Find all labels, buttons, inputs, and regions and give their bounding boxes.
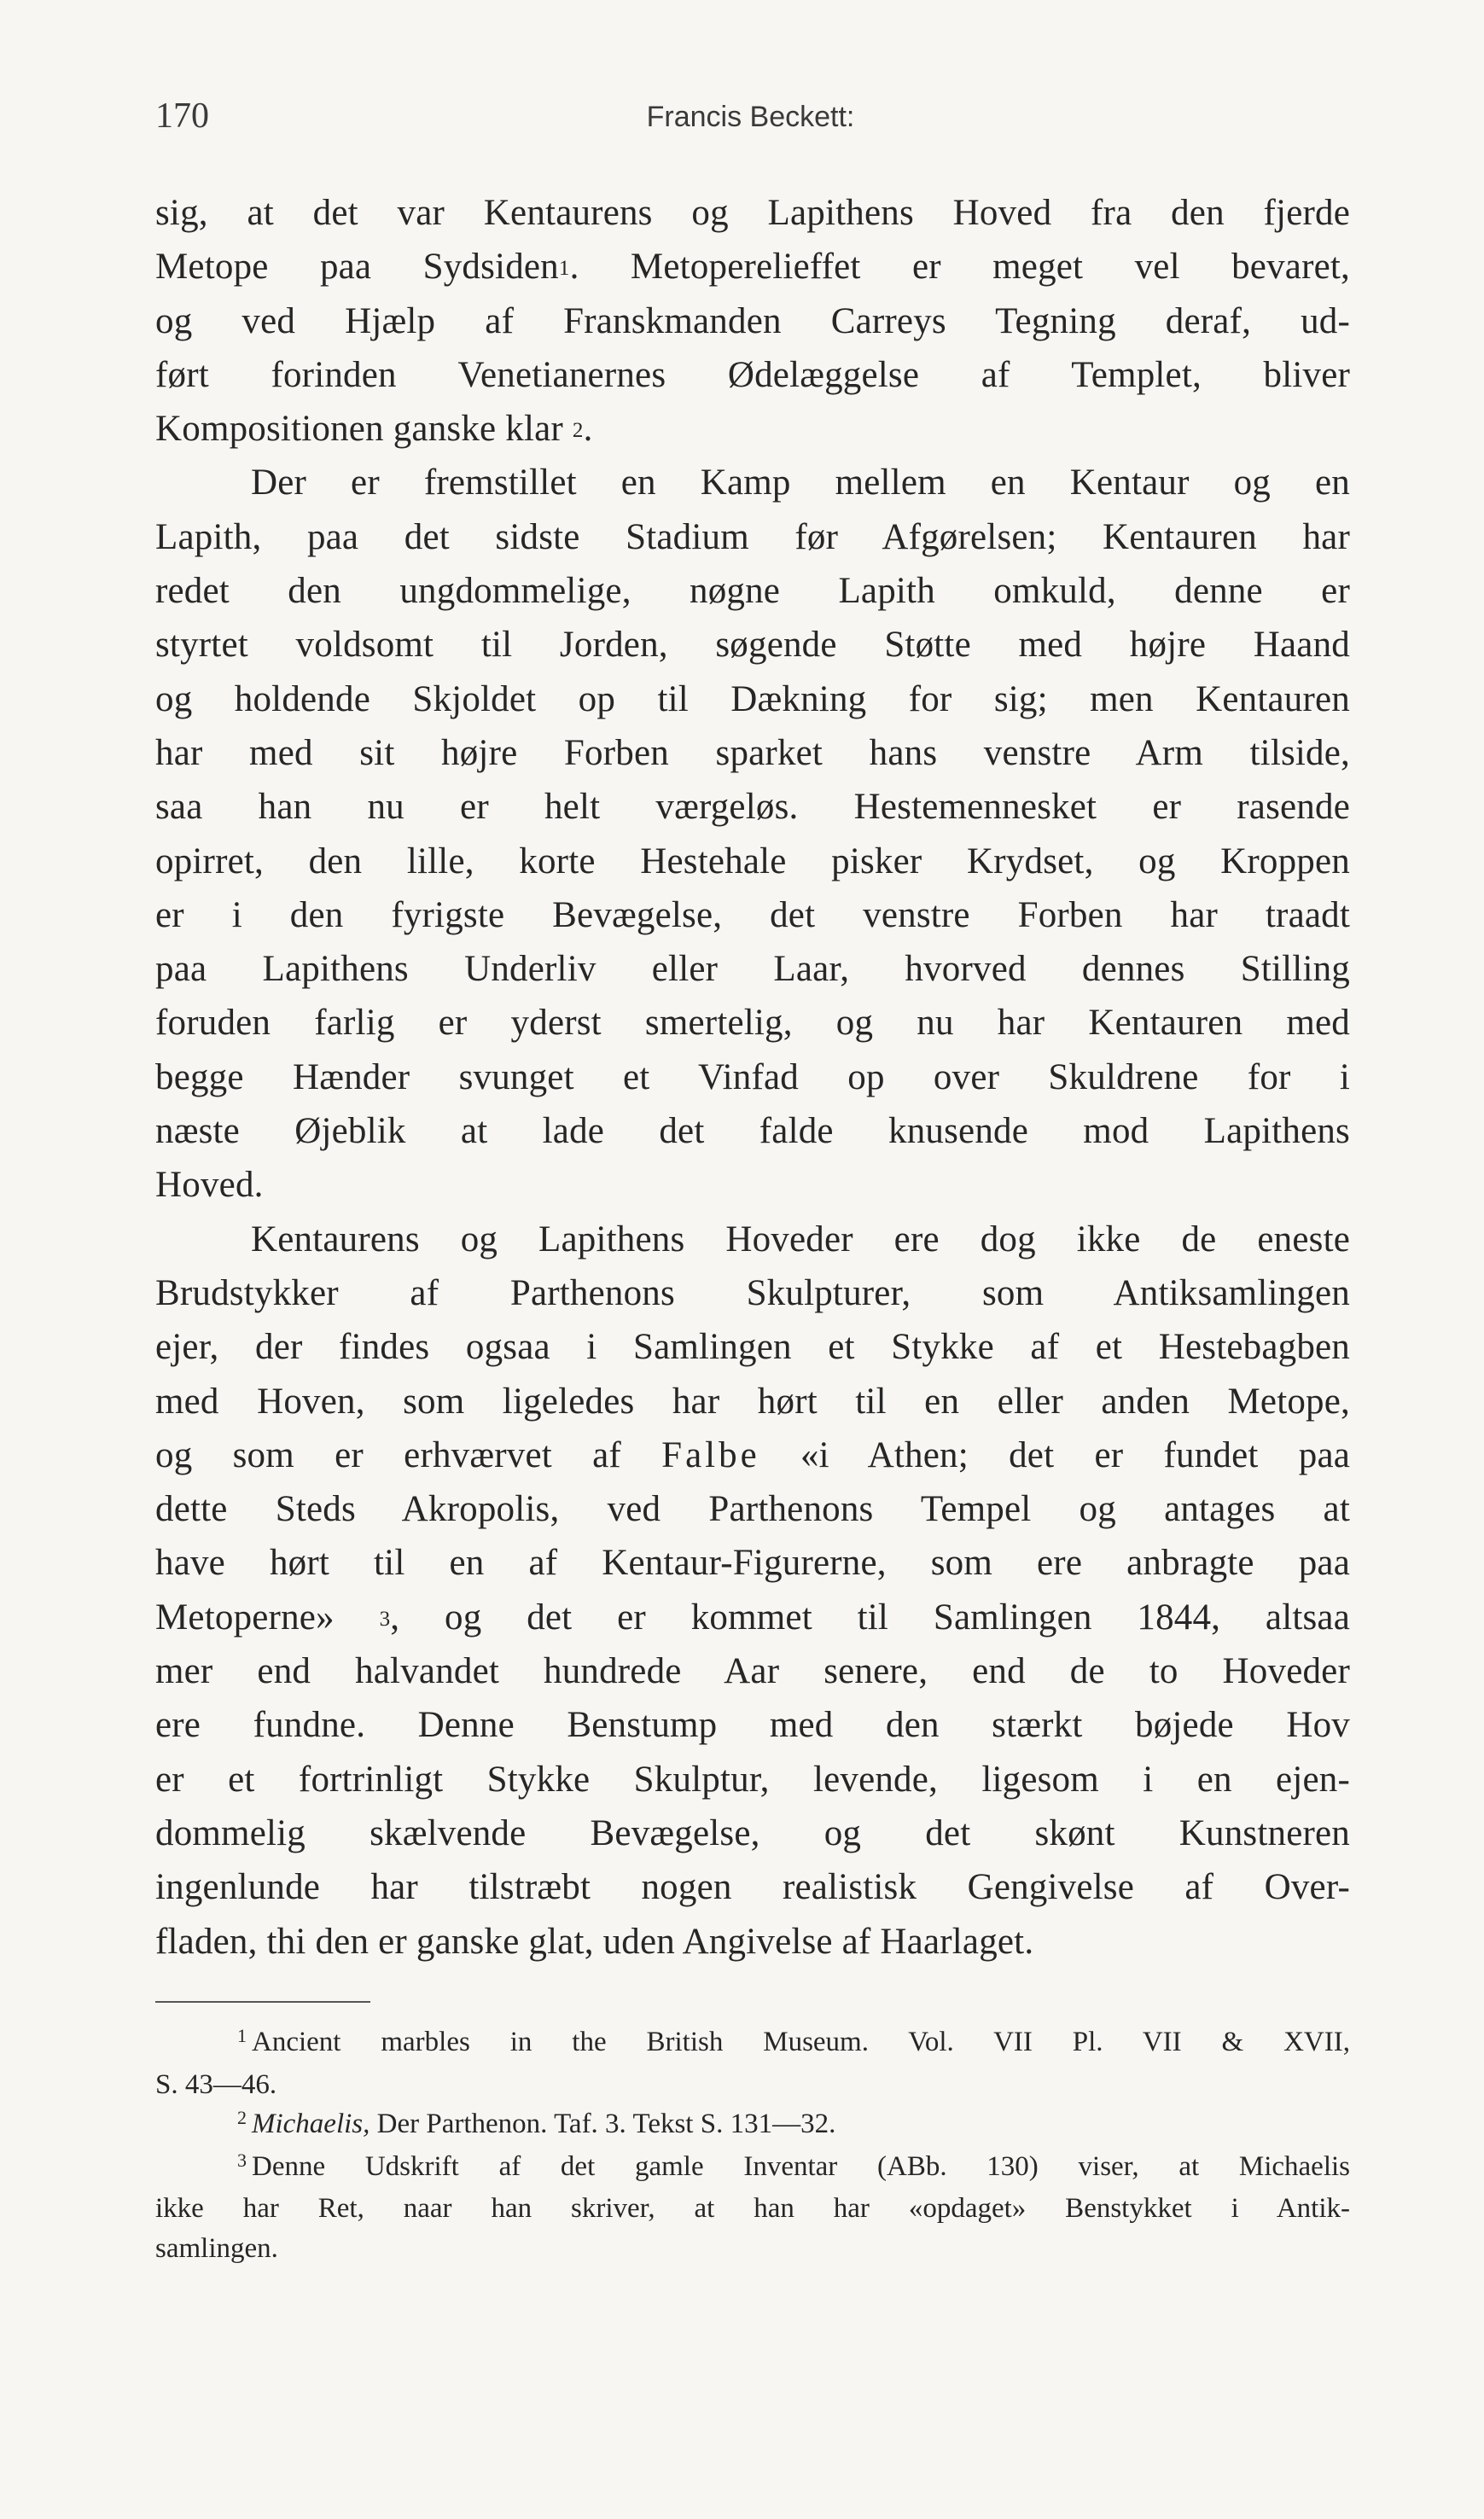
footnote-line: $^2$ Michaelis, Der Parthenon. Taf. 3. Tekst S. 131—32. — [237, 2107, 836, 2139]
text-line: saa han nu er helt værgeløs. Hestemennesket er rasende — [155, 787, 1350, 828]
body-text — [155, 186, 1350, 1969]
footnote-number: 1 — [237, 2025, 247, 2046]
footnote-ref: 1 — [558, 257, 570, 281]
footnote-number: 2 — [237, 2107, 247, 2128]
footnote-author: Michaelis, — [252, 2109, 370, 2139]
text-line: begge Hænder svunget et Vinfad op over Skuldrene for i — [155, 1056, 1350, 1097]
footnote-line: ikke har Ret, naar han skriver, at han har «opdaget» Benstykket i Antik- — [155, 2193, 1350, 2224]
text-line: Brudstykker af Parthenons Skulpturer, som Antiksamlingen — [155, 1272, 1350, 1313]
text-line: Metoperne» $^3$, og det er kommet til Samlingen 1844, altsaa — [155, 1597, 1351, 1638]
text-line: Lapith, paa det sidste Stadium før Afgørelsen; Kentauren har — [155, 516, 1350, 557]
text-line: ejer, der findes ogsaa i Samlingen et Stykke af et Hestebagben — [155, 1327, 1350, 1368]
text-line: mer end halvandet hundrede Aar senere, end de to Hoveder — [155, 1651, 1350, 1692]
text-line: næste Øjeblik at lade det falde knusende mod Lapithens — [155, 1111, 1350, 1152]
text-line: styrtet voldsomt til Jorden, søgende Støtte med højre Haand — [155, 625, 1350, 666]
text-line: Metope paa Sydsiden$^1$. Metoperelieffet er meget vel bevaret, — [155, 247, 1350, 288]
text-line: opirret, den lille, korte Hestehale pisker Krydset, og Kroppen — [155, 841, 1350, 881]
text-line: dommelig skælvende Bevægelse, og det skønt Kunstneren — [155, 1812, 1350, 1853]
text-line: Kentaurens og Lapithens Hoveder ere dog ikke de eneste — [251, 1219, 1350, 1260]
text-line: dette Steds Akropolis, ved Parthenons Tempel og antages at — [155, 1489, 1350, 1530]
text-line: har med sit højre Forben sparket hans venstre Arm tilside, — [155, 732, 1350, 773]
footnote-line: $^3$ Denne Udskrift af det gamle Inventar (ABb. 130) viser, at Michaelis — [237, 2149, 1350, 2182]
footnote-line: S. 43—46. — [155, 2068, 277, 2100]
text-line: og som er erhværvet af Falbe «i Athen; det er fundet paa — [155, 1434, 1351, 1475]
spaced-name: Falbe — [661, 1434, 760, 1475]
text-line: have hørt til en af Kentaur-Figurerne, som ere anbragte paa — [155, 1543, 1350, 1584]
text-line: Hoved. — [155, 1165, 264, 1206]
text-line: redet den ungdommelige, nøgne Lapith omkuld, denne er — [155, 571, 1350, 612]
text-line: ingenlunde har tilstræbt nogen realistisk Gengivelse af Over- — [155, 1867, 1350, 1908]
footnote-number: 3 — [237, 2149, 247, 2171]
footnote-ref: 3 — [379, 1607, 391, 1631]
page-number: 170 — [155, 96, 209, 136]
text-line: sig, at det var Kentaurens og Lapithens Hoved fra den fjerde — [155, 193, 1350, 233]
text-line: Kompositionen ganske klar $^2$. — [155, 409, 593, 450]
footnotes — [155, 2022, 1350, 2268]
text-line: og holdende Skjoldet op til Dækning for sig; men Kentauren — [155, 678, 1350, 719]
text-line: Der er fremstillet en Kamp mellem en Kentaur og en — [251, 462, 1350, 503]
footnote-line: samlingen. — [155, 2232, 278, 2264]
footnote-divider — [155, 2001, 370, 2003]
text-line: og ved Hjælp af Franskmanden Carreys Tegning deraf, ud- — [155, 300, 1350, 341]
text-line: er et fortrinligt Stykke Skulptur, levende, ligesom i en ejen- — [155, 1759, 1350, 1800]
text-line: med Hoven, som ligeledes har hørt til en eller anden Metope, — [155, 1381, 1350, 1422]
page-header — [155, 96, 1346, 147]
text-line: ført forinden Venetianernes Ødelæggelse af Templet, bliver — [155, 354, 1350, 395]
footnote-line: $^1$ Ancient marbles in the British Museum. Vol. VII Pl. VII & XVII, — [237, 2025, 1350, 2057]
text-line: paa Lapithens Underliv eller Laar, hvorved dennes Stilling — [155, 949, 1350, 990]
text-line: foruden farlig er yderst smertelig, og nu har Kentauren med — [155, 1003, 1350, 1044]
footnote-ref: 2 — [572, 419, 584, 443]
text-line: er i den fyrigste Bevægelse, det venstre Forben har traadt — [155, 894, 1350, 935]
text-line: fladen, thi den er ganske glat, uden Angivelse af Haarlaget. — [155, 1921, 1034, 1962]
running-title: Francis Beckett: — [646, 101, 855, 133]
text-line: ere fundne. Denne Benstump med den stærkt bøjede Hov — [155, 1705, 1350, 1746]
